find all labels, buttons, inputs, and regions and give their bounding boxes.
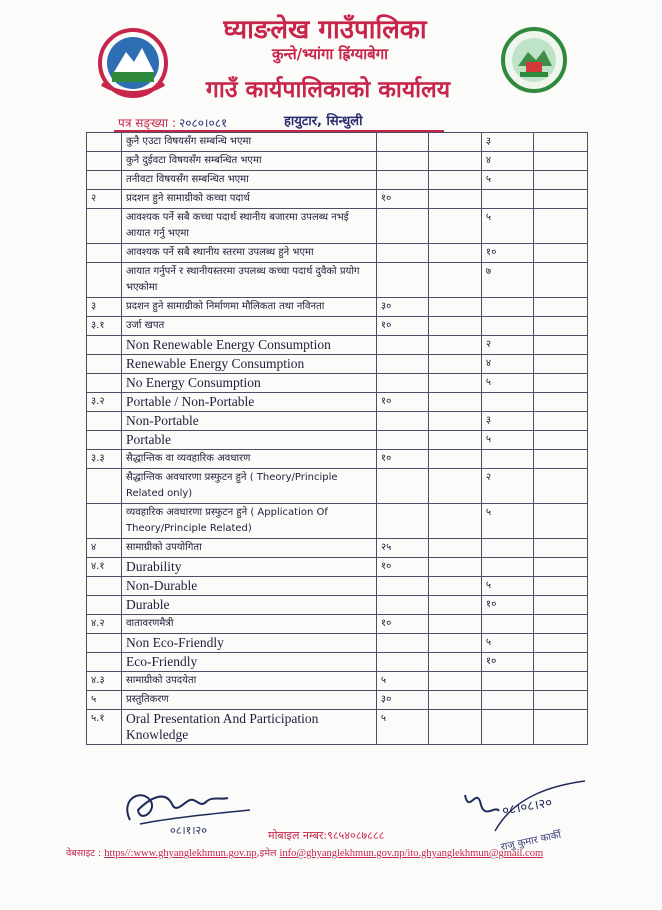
serial-number-cell: ३.३: [87, 450, 122, 469]
table-row: [87, 539, 588, 558]
full-marks-cell: [376, 152, 429, 171]
full-marks-cell: [376, 577, 429, 596]
criteria-cell: प्रदशन हुने सामाग्रीको निर्माणमा मौलिकता तथा नविनता: [122, 298, 377, 317]
table-row: [87, 469, 588, 504]
mobile-number: मोबाइल नम्बर:९८५४०८७८८८: [268, 829, 385, 842]
blank-cell: [534, 469, 588, 504]
criteria-cell: Non Eco-Friendly: [122, 634, 377, 653]
full-marks-cell: [376, 244, 429, 263]
blank-cell: [534, 393, 588, 412]
full-marks-cell: [376, 504, 429, 539]
score-cell: ७: [481, 263, 534, 298]
blank-cell: [429, 190, 482, 209]
serial-number-cell: ३.२: [87, 393, 122, 412]
serial-number-cell: ४: [87, 539, 122, 558]
blank-cell: [429, 672, 482, 691]
serial-number-cell: ४.१: [87, 558, 122, 577]
criteria-cell: आवश्यक पर्ने सबै स्थानीय स्तरमा उपलब्ध हुने भएमा: [122, 244, 377, 263]
table-row: [87, 133, 588, 152]
table-row: [87, 691, 588, 710]
full-marks-cell: [376, 355, 429, 374]
table-row: [87, 672, 588, 691]
table-row: [87, 355, 588, 374]
criteria-cell: Portable: [122, 431, 377, 450]
score-cell: ३: [481, 412, 534, 431]
table-row: [87, 431, 588, 450]
blank-cell: [429, 431, 482, 450]
table-row: [87, 336, 588, 355]
table-row: [87, 152, 588, 171]
table-row: [87, 190, 588, 209]
serial-number-cell: [87, 152, 122, 171]
full-marks-cell: [376, 412, 429, 431]
score-cell: ३: [481, 133, 534, 152]
table-row: [87, 298, 588, 317]
criteria-cell: उर्जा खपत: [122, 317, 377, 336]
serial-number-cell: [87, 374, 122, 393]
serial-number-cell: [87, 355, 122, 374]
office-location: हायुटार, सिन्धुली: [284, 114, 363, 129]
blank-cell: [534, 171, 588, 190]
blank-cell: [429, 710, 482, 745]
blank-cell: [429, 615, 482, 634]
serial-number-cell: [87, 596, 122, 615]
score-cell: [481, 539, 534, 558]
criteria-cell: Non-Portable: [122, 412, 377, 431]
full-marks-cell: १०: [376, 190, 429, 209]
full-marks-cell: ३०: [376, 691, 429, 710]
left-signature: [110, 780, 260, 836]
blank-cell: [429, 298, 482, 317]
blank-cell: [429, 596, 482, 615]
serial-number-cell: २: [87, 190, 122, 209]
score-cell: ४: [481, 355, 534, 374]
criteria-cell: व्यवहारिक अवधारणा प्रस्फुटन हुने ( Application Of Theory/Principle Related): [122, 504, 377, 539]
full-marks-cell: ५: [376, 710, 429, 745]
website-link[interactable]: https//:www.ghyanglekhmun.gov.np: [104, 848, 257, 859]
blank-cell: [534, 244, 588, 263]
score-cell: ५: [481, 171, 534, 190]
serial-number-cell: [87, 577, 122, 596]
full-marks-cell: [376, 171, 429, 190]
serial-number-cell: [87, 469, 122, 504]
score-cell: ५: [481, 634, 534, 653]
evaluation-criteria-table: [86, 132, 588, 745]
blank-cell: [429, 263, 482, 298]
table-row: [87, 209, 588, 244]
score-cell: [481, 691, 534, 710]
serial-number-cell: [87, 244, 122, 263]
table-row: [87, 393, 588, 412]
score-cell: ५: [481, 504, 534, 539]
blank-cell: [534, 504, 588, 539]
table-row: [87, 450, 588, 469]
right-signature-date: ०८।०८।२०: [501, 795, 554, 819]
criteria-cell: सामाग्रीको उपदयेता: [122, 672, 377, 691]
serial-number-cell: [87, 412, 122, 431]
serial-number-cell: [87, 431, 122, 450]
criteria-cell: सामाग्रीको उपयोगिता: [122, 539, 377, 558]
serial-number-cell: [87, 653, 122, 672]
criteria-cell: Oral Presentation And Participation Knowledge: [122, 710, 377, 745]
full-marks-cell: १०: [376, 317, 429, 336]
score-cell: [481, 317, 534, 336]
blank-cell: [534, 539, 588, 558]
blank-cell: [429, 691, 482, 710]
criteria-cell: वातावरणमैत्री: [122, 615, 377, 634]
blank-cell: [429, 504, 482, 539]
blank-cell: [429, 539, 482, 558]
criteria-cell: Eco-Friendly: [122, 653, 377, 672]
score-cell: [481, 558, 534, 577]
full-marks-cell: १०: [376, 393, 429, 412]
blank-cell: [429, 152, 482, 171]
blank-cell: [534, 152, 588, 171]
serial-number-cell: [87, 263, 122, 298]
blank-cell: [534, 672, 588, 691]
criteria-cell: सैद्धान्तिक अवधारणा प्रस्फुटन हुने ( Theory/Principle Related only): [122, 469, 377, 504]
blank-cell: [429, 577, 482, 596]
blank-cell: [429, 374, 482, 393]
table-row: [87, 504, 588, 539]
reference-number: पत्र सङ्ख्या : २०८०।०८१: [118, 116, 228, 130]
table-row: [87, 244, 588, 263]
criteria-cell: Non-Durable: [122, 577, 377, 596]
blank-cell: [534, 355, 588, 374]
municipality-name: घ्याङलेख गाउँपालिका: [223, 15, 427, 45]
serial-number-cell: [87, 133, 122, 152]
left-signature-date: ०८।१।२०: [170, 824, 207, 836]
score-cell: ५: [481, 431, 534, 450]
score-cell: [481, 393, 534, 412]
serial-number-cell: ३.१: [87, 317, 122, 336]
blank-cell: [429, 450, 482, 469]
full-marks-cell: [376, 133, 429, 152]
serial-number-cell: ५.१: [87, 710, 122, 745]
serial-number-cell: ४.३: [87, 672, 122, 691]
criteria-cell: Non Renewable Energy Consumption: [122, 336, 377, 355]
serial-number-cell: [87, 209, 122, 244]
blank-cell: [534, 298, 588, 317]
blank-cell: [429, 355, 482, 374]
table-row: [87, 412, 588, 431]
full-marks-cell: १०: [376, 615, 429, 634]
full-marks-cell: २५: [376, 539, 429, 558]
blank-cell: [429, 244, 482, 263]
blank-cell: [534, 412, 588, 431]
blank-cell: [429, 133, 482, 152]
serial-number-cell: ४.२: [87, 615, 122, 634]
full-marks-cell: [376, 469, 429, 504]
blank-cell: [534, 133, 588, 152]
table-row: [87, 577, 588, 596]
serial-number-cell: ५: [87, 691, 122, 710]
criteria-cell: सैद्धान्तिक वा व्यवहारिक अवधारण: [122, 450, 377, 469]
serial-number-cell: [87, 634, 122, 653]
nepal-emblem-icon: [94, 26, 172, 100]
full-marks-cell: [376, 263, 429, 298]
full-marks-cell: [376, 634, 429, 653]
score-cell: १०: [481, 244, 534, 263]
blank-cell: [534, 190, 588, 209]
blank-cell: [429, 653, 482, 672]
criteria-cell: Renewable Energy Consumption: [122, 355, 377, 374]
blank-cell: [534, 431, 588, 450]
table-row: [87, 317, 588, 336]
score-cell: १०: [481, 653, 534, 672]
score-cell: २: [481, 336, 534, 355]
criteria-cell: आवश्यक पर्ने सबै कच्चा पदार्थ स्थानीय बजारमा उपलब्ध नभई आयात गर्नु भएमा: [122, 209, 377, 244]
criteria-cell: आयात गर्नुपर्ने र स्थानीयस्तरमा उपलब्ध कच्चा पदार्थ दुवैको प्रयोग भएकोमा: [122, 263, 377, 298]
full-marks-cell: ३०: [376, 298, 429, 317]
blank-cell: [534, 374, 588, 393]
table-row: [87, 596, 588, 615]
table-row: [87, 653, 588, 672]
score-cell: १०: [481, 596, 534, 615]
blank-cell: [534, 263, 588, 298]
blank-cell: [534, 596, 588, 615]
blank-cell: [534, 653, 588, 672]
full-marks-cell: [376, 336, 429, 355]
score-cell: ४: [481, 152, 534, 171]
criteria-cell: No Energy Consumption: [122, 374, 377, 393]
full-marks-cell: [376, 374, 429, 393]
blank-cell: [429, 317, 482, 336]
blank-cell: [534, 450, 588, 469]
criteria-cell: कुनै दुईवटा विषयसँग सम्बन्धित भएमा: [122, 152, 377, 171]
blank-cell: [534, 336, 588, 355]
footer-contact: वेबसाइट : https//:www.ghyanglekhmun.gov.np,इमेल info@ghyanglekhmun.gov.np/ito.ghyanglekhmun@gmail.com: [66, 848, 544, 859]
score-cell: ५: [481, 209, 534, 244]
municipality-logo-icon: [498, 26, 570, 96]
blank-cell: [429, 558, 482, 577]
full-marks-cell: [376, 653, 429, 672]
blank-cell: [534, 691, 588, 710]
blank-cell: [534, 615, 588, 634]
criteria-cell: Portable / Non-Portable: [122, 393, 377, 412]
score-cell: [481, 298, 534, 317]
score-cell: [481, 615, 534, 634]
serial-number-cell: [87, 504, 122, 539]
score-cell: [481, 450, 534, 469]
blank-cell: [534, 209, 588, 244]
score-cell: ५: [481, 577, 534, 596]
score-cell: ५: [481, 374, 534, 393]
table-row: [87, 634, 588, 653]
blank-cell: [534, 634, 588, 653]
blank-cell: [429, 171, 482, 190]
table-row: [87, 171, 588, 190]
blank-cell: [429, 634, 482, 653]
full-marks-cell: ५: [376, 672, 429, 691]
full-marks-cell: [376, 431, 429, 450]
serial-number-cell: [87, 171, 122, 190]
serial-number-cell: ३: [87, 298, 122, 317]
office-name: गाउँ कार्यपालिकाको कार्यालय: [205, 77, 451, 103]
blank-cell: [429, 336, 482, 355]
full-marks-cell: [376, 209, 429, 244]
full-marks-cell: १०: [376, 450, 429, 469]
criteria-cell: प्रस्तुतिकरण: [122, 691, 377, 710]
letterhead: [0, 0, 662, 135]
serial-number-cell: [87, 336, 122, 355]
blank-cell: [534, 317, 588, 336]
email-link[interactable]: info@ghyanglekhmun.gov.np/ito.ghyanglekhmun@gmail.com: [279, 848, 544, 859]
blank-cell: [534, 558, 588, 577]
official-stamp-name: राजु कुमार कार्की: [499, 829, 563, 854]
criteria-cell: तनीवटा विषयसँग सम्बन्धित भएमा: [122, 171, 377, 190]
blank-cell: [534, 710, 588, 745]
score-cell: [481, 190, 534, 209]
table-row: [87, 615, 588, 634]
table-row: [87, 374, 588, 393]
table-row: [87, 263, 588, 298]
score-cell: [481, 710, 534, 745]
full-marks-cell: १०: [376, 558, 429, 577]
criteria-cell: Durable: [122, 596, 377, 615]
blank-cell: [534, 577, 588, 596]
local-script-name: कुन्ते/भ्यांगा ह्रिंग्याबेगा: [271, 45, 389, 63]
blank-cell: [429, 209, 482, 244]
full-marks-cell: [376, 596, 429, 615]
criteria-cell: Durability: [122, 558, 377, 577]
score-cell: २: [481, 469, 534, 504]
blank-cell: [429, 393, 482, 412]
table-row: [87, 558, 588, 577]
table-row: [87, 710, 588, 745]
score-cell: [481, 672, 534, 691]
criteria-cell: प्रदशन हुने सामाग्रीको कच्चा पदार्थ: [122, 190, 377, 209]
criteria-cell: कुनै एउटा विषयसँग सम्बन्धि भएमा: [122, 133, 377, 152]
blank-cell: [429, 412, 482, 431]
blank-cell: [429, 469, 482, 504]
